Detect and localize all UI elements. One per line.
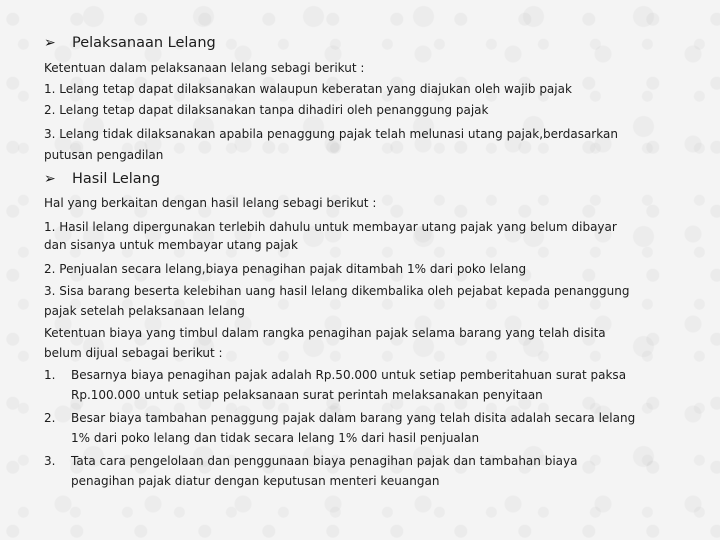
list-item	[44, 453, 577, 469]
arrow-bullet-icon: ➢	[44, 171, 56, 187]
paragraph-line: belum dijual sebagai berikut :	[44, 346, 223, 360]
paragraph-line: Hal yang berkaitan dengan hasil lelang sebagi berikut :	[44, 196, 377, 210]
paragraph-line: 1. Hasil lelang dipergunakan terlebih dahulu untuk membayar utang pajak yang belum dibayar	[44, 220, 617, 234]
paragraph-line: dan sisanya untuk membayar utang pajak	[44, 238, 298, 252]
list-item	[44, 410, 635, 426]
list-item-text: Tata cara pengelolaan dan penggunaan biaya penagihan pajak dan tambahan biaya	[71, 454, 578, 468]
list-item-text: Besarnya biaya penagihan pajak adalah Rp.50.000 untuk setiap pemberitahuan surat paksa	[71, 368, 627, 382]
arrow-bullet-icon: ➢	[44, 35, 56, 51]
paragraph-line: Ketentuan biaya yang timbul dalam rangka penagihan pajak selama barang yang telah disita	[44, 326, 606, 340]
list-item	[44, 367, 626, 383]
section-heading-text: Hasil Lelang	[72, 171, 161, 187]
paragraph-line: putusan pengadilan	[44, 148, 164, 162]
paragraph-line: pajak setelah pelaksanaan lelang	[44, 304, 245, 318]
section-heading-text: Pelaksanaan Lelang	[72, 35, 216, 51]
paragraph-line: 2. Lelang tetap dapat dilaksanakan tanpa dihadiri oleh penanggung pajak	[44, 103, 489, 117]
list-number: 2.	[44, 411, 56, 425]
paragraph-line: Ketentuan dalam pelaksanaan lelang sebagi berikut :	[44, 61, 365, 75]
list-item-continuation: Rp.100.000 untuk setiap pelaksanaan surat perintah melaksanakan penyitaan	[71, 388, 543, 402]
paragraph-line: 2. Penjualan secara lelang,biaya penagihan pajak ditambah 1% dari poko lelang	[44, 262, 527, 276]
list-item-text: Besar biaya tambahan penaggung pajak dalam barang yang telah disita adalah secara lelang	[71, 411, 636, 425]
list-item-continuation: penagihan pajak diatur dengan keputusan menteri keuangan	[71, 474, 440, 488]
paragraph-line: 1. Lelang tetap dapat dilaksanakan walaupun keberatan yang diajukan oleh wajib pajak	[44, 82, 572, 96]
paragraph-line: 3. Lelang tidak dilaksanakan apabila penaggung pajak telah melunasi utang pajak,berdasarkan	[44, 127, 618, 141]
section-heading-hasil	[44, 170, 160, 188]
list-item-continuation: 1% dari poko lelang dan tidak secara lelang 1% dari hasil penjualan	[71, 431, 480, 445]
paragraph-line: 3. Sisa barang beserta kelebihan uang hasil lelang dikembalika oleh pejabat kepada penanggung	[44, 284, 630, 298]
section-heading-pelaksanaan	[44, 34, 216, 52]
list-number: 1.	[44, 368, 56, 382]
list-number: 3.	[44, 454, 56, 468]
